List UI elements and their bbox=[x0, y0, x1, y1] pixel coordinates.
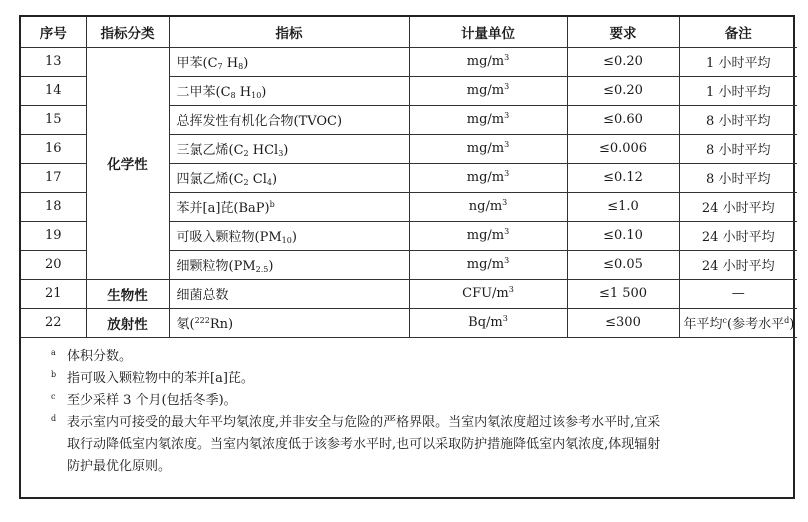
row-no: 18 bbox=[21, 192, 86, 221]
header-remark: 备注 bbox=[679, 17, 797, 47]
footnote-text: 表示室内可接受的最大年平均氡浓度,并非安全与危险的严格界限。当室内氡浓度超过该参考水平时,宜采 bbox=[67, 414, 661, 430]
remark-cell: 1 小时平均 bbox=[679, 47, 797, 76]
footnote-text-continued: 取行动降低室内氡浓度。当室内氡浓度低于该参考水平时,也可以采取防护措施降低室内氡浓度,体现辐射 bbox=[67, 436, 661, 452]
unit-cell: $mg/m^3$ bbox=[409, 47, 567, 76]
requirement-cell: ≤0.12 bbox=[567, 163, 679, 192]
footnote-text: 指可吸入颗粒物中的苯并[a]芘。 bbox=[67, 370, 254, 386]
requirement-cell: ≤0.60 bbox=[567, 105, 679, 134]
table-row bbox=[21, 279, 797, 308]
row-no: 17 bbox=[21, 163, 86, 192]
header-category: 指标分类 bbox=[86, 17, 169, 47]
table-row bbox=[21, 308, 797, 337]
header-requirement: 要求 bbox=[567, 17, 679, 47]
unit-cell: $mg/m^3$ bbox=[409, 163, 567, 192]
indicator-cell: 细颗粒物$(PM_{2.5})$ bbox=[169, 250, 409, 279]
footnote bbox=[51, 346, 793, 368]
row-no: 14 bbox=[21, 76, 86, 105]
header-no: 序号 bbox=[21, 17, 86, 47]
header-unit: 计量单位 bbox=[409, 17, 567, 47]
remark-cell: 年平均$^c$(参考水平$^d$) bbox=[679, 308, 797, 337]
requirement-cell: ≤0.05 bbox=[567, 250, 679, 279]
requirement-cell: ≤0.20 bbox=[567, 76, 679, 105]
remark-cell: 24 小时平均 bbox=[679, 221, 797, 250]
unit-cell: $mg/m^3$ bbox=[409, 221, 567, 250]
remark-cell: 1 小时平均 bbox=[679, 76, 797, 105]
row-no: 15 bbox=[21, 105, 86, 134]
category-chemical: 化学性 bbox=[86, 47, 169, 279]
row-no: 13 bbox=[21, 47, 86, 76]
requirement-cell: ≤1 500 bbox=[567, 279, 679, 308]
indicator-cell: 细菌总数 bbox=[169, 279, 409, 308]
table-header-row bbox=[21, 17, 797, 47]
unit-cell: $ng/m^3$ bbox=[409, 192, 567, 221]
indicator-table bbox=[21, 17, 797, 338]
indicator-cell: 苯并[a]芘(BaP)$^b$ bbox=[169, 192, 409, 221]
footnote-mark: b bbox=[51, 369, 57, 379]
row-no: 22 bbox=[21, 308, 86, 337]
footnote bbox=[51, 368, 793, 390]
unit-cell: $mg/m^3$ bbox=[409, 76, 567, 105]
remark-cell: 24 小时平均 bbox=[679, 192, 797, 221]
requirement-cell: ≤300 bbox=[567, 308, 679, 337]
header-indicator: 指标 bbox=[169, 17, 409, 47]
indicator-cell: 可吸入颗粒物$(PM_{10})$ bbox=[169, 221, 409, 250]
row-no: 20 bbox=[21, 250, 86, 279]
unit-cell: $mg/m^3$ bbox=[409, 250, 567, 279]
category-radioactive: 放射性 bbox=[86, 308, 169, 337]
indicator-cell: 甲苯($C_7$ $H_8$) bbox=[169, 47, 409, 76]
footnote-mark: c bbox=[51, 391, 56, 401]
indicator-cell: 四氯乙烯($C_2$ $Cl_4$) bbox=[169, 163, 409, 192]
unit-cell: $mg/m^3$ bbox=[409, 134, 567, 163]
indicator-cell: 总挥发性有机化合物(TVOC) bbox=[169, 105, 409, 134]
table-row bbox=[21, 47, 797, 76]
remark-cell: 8 小时平均 bbox=[679, 105, 797, 134]
standard-table-sheet bbox=[19, 15, 795, 499]
requirement-cell: ≤0.10 bbox=[567, 221, 679, 250]
table-footnotes bbox=[21, 338, 793, 478]
remark-cell: 8 小时平均 bbox=[679, 134, 797, 163]
remark-cell: — bbox=[679, 279, 797, 308]
requirement-cell: ≤0.006 bbox=[567, 134, 679, 163]
category-biological: 生物性 bbox=[86, 279, 169, 308]
footnote-mark: d bbox=[51, 413, 57, 423]
requirement-cell: ≤0.20 bbox=[567, 47, 679, 76]
footnote-mark: a bbox=[51, 347, 56, 357]
footnote bbox=[51, 390, 793, 412]
indicator-cell: 氡($^{222}$Rn) bbox=[169, 308, 409, 337]
row-no: 19 bbox=[21, 221, 86, 250]
row-no: 21 bbox=[21, 279, 86, 308]
unit-cell: CFU/$m^3$ bbox=[409, 279, 567, 308]
remark-cell: 24 小时平均 bbox=[679, 250, 797, 279]
unit-cell: $mg/m^3$ bbox=[409, 105, 567, 134]
footnote-text-continued: 防护最优化原则。 bbox=[67, 458, 172, 474]
footnote-text: 体积分数。 bbox=[67, 348, 133, 364]
indicator-cell: 二甲苯($C_8$ $H_{10}$) bbox=[169, 76, 409, 105]
requirement-cell: ≤1.0 bbox=[567, 192, 679, 221]
unit-cell: $Bq/m^3$ bbox=[409, 308, 567, 337]
row-no: 16 bbox=[21, 134, 86, 163]
footnote bbox=[51, 412, 793, 478]
footnote-text: 至少采样 3 个月(包括冬季)。 bbox=[67, 392, 237, 408]
indicator-cell: 三氯乙烯($C_2$ HCl$_3$) bbox=[169, 134, 409, 163]
remark-cell: 8 小时平均 bbox=[679, 163, 797, 192]
